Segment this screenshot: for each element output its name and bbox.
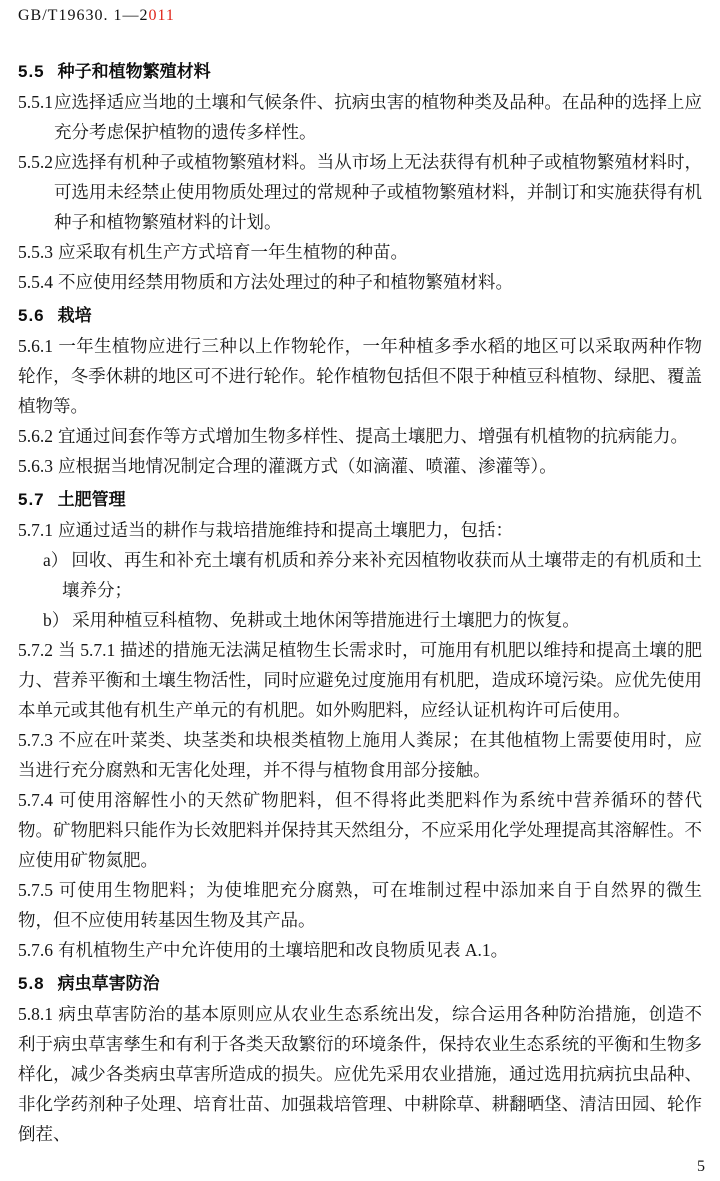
clause-5.5.3: [18, 237, 702, 267]
standard-code: [18, 7, 175, 24]
clause-5.5.1: [18, 87, 702, 147]
clause-text: 有机植物生产中允许使用的土壤培肥和改良物质见表 A.1。: [58, 940, 509, 960]
section-number: 5.5: [18, 62, 45, 81]
clause-number: 5.5.1: [18, 92, 53, 112]
clause-text: 不应使用经禁用物质和方法处理过的种子和植物繁殖材料。: [58, 272, 513, 292]
document-footer: [697, 1158, 705, 1176]
clause-number: 5.6.2: [18, 426, 53, 446]
clause-number: 5.5.4: [18, 272, 53, 292]
clause-number: 5.6.1: [18, 336, 53, 356]
clause-number: 5.7.6: [18, 940, 53, 960]
clause-5.7.6: [18, 935, 702, 965]
list-item-a: [18, 545, 702, 605]
list-item-text: 回收、再生和补充土壤有机质和养分来补充因植物收获而从土壤带走的有机质和土壤养分；: [62, 550, 702, 600]
clause-5.6.1: [18, 331, 702, 421]
clause-5.7.1: [18, 515, 702, 545]
clause-5.6.3: [18, 451, 702, 481]
clause-text: 应通过适当的耕作与栽培措施维持和提高土壤肥力，包括：: [58, 520, 513, 540]
clause-text: 应根据当地情况制定合理的灌溉方式（如滴灌、喷灌、渗灌等）。: [58, 456, 557, 476]
clause-5.7.4: [18, 785, 702, 875]
clause-text: 宜通过间套作等方式增加生物多样性、提高土壤肥力、增强有机植物的抗病能力。: [58, 426, 688, 446]
clause-text: 应选择适应当地的土壤和气候条件、抗病虫害的植物种类及品种。在品种的选择上应充分考虑保护植物的遗传多样性。: [54, 92, 702, 142]
clause-number: 5.7.5: [18, 880, 53, 900]
clause-text: 应采取有机生产方式培育一年生植物的种苗。: [58, 242, 408, 262]
section-number: 5.7: [18, 490, 45, 509]
clause-text: 可使用生物肥料；为使堆肥充分腐熟，可在堆制过程中添加来自于自然界的微生物，但不应使用转基因生物及其产品。: [18, 880, 702, 930]
section-heading-5.5: [18, 57, 702, 87]
document-header: [18, 7, 175, 25]
document-content: [18, 57, 702, 1149]
clause-number: 5.5.3: [18, 242, 53, 262]
standard-code-year: 011: [148, 7, 175, 24]
section-heading-5.8: [18, 969, 702, 999]
clause-number: 5.7.2: [18, 640, 53, 660]
list-item-marker: b）: [43, 610, 70, 630]
clause-number: 5.5.2: [18, 152, 53, 172]
section-heading-5.6: [18, 301, 702, 331]
page-number: 5: [697, 1158, 705, 1175]
section-number: 5.8: [18, 974, 45, 993]
list-item-b: [18, 605, 702, 635]
clause-number: 5.7.1: [18, 520, 53, 540]
clause-text: 病虫草害防治的基本原则应从农业生态系统出发，综合运用各种防治措施，创造不利于病虫草害孳生和有利于各类天敌繁衍的环境条件，保持农业生态系统的平衡和生物多样化，减少各类病虫草害所造成的损失。应优先采用农业措施，通过选用抗病抗虫品种、非化学药剂种子处理、培育壮苗、加强栽培管理、中耕除草、耕翻晒垡、清洁田园、轮作倒茬、: [18, 1004, 702, 1144]
section-number: 5.6: [18, 306, 45, 325]
section-title: 种子和植物繁殖材料: [57, 62, 211, 81]
clause-number: 5.7.3: [18, 730, 53, 750]
clause-text: 当 5.7.1 描述的措施无法满足植物生长需求时，可施用有机肥以维持和提高土壤的肥力、营养平衡和土壤生物活性，同时应避免过度施用有机肥，造成环境污染。应优先使用本单元或其他有机生产单元的有机肥。如外购肥料，应经认证机构许可后使用。: [18, 640, 702, 720]
clause-number: 5.7.4: [18, 790, 53, 810]
clause-5.7.3: [18, 725, 702, 785]
section-heading-5.7: [18, 485, 702, 515]
section-title: 病虫草害防治: [57, 974, 160, 993]
clause-5.8.1: [18, 999, 702, 1149]
clause-number: 5.6.3: [18, 456, 53, 476]
clause-5.6.2: [18, 421, 702, 451]
clause-text: 可使用溶解性小的天然矿物肥料，但不得将此类肥料作为系统中营养循环的替代物。矿物肥料只能作为长效肥料并保持其天然组分，不应采用化学处理提高其溶解性。不应使用矿物氮肥。: [18, 790, 702, 870]
clause-5.5.4: [18, 267, 702, 297]
clause-text: 应选择有机种子或植物繁殖材料。当从市场上无法获得有机种子或植物繁殖材料时，可选用未经禁止使用物质处理过的常规种子或植物繁殖材料，并制订和实施获得有机种子和植物繁殖材料的计划。: [54, 152, 702, 232]
clause-text: 不应在叶菜类、块茎类和块根类植物上施用人粪尿；在其他植物上需要使用时，应当进行充分腐熟和无害化处理，并不得与植物食用部分接触。: [18, 730, 702, 780]
clause-5.7.2: [18, 635, 702, 725]
section-title: 栽培: [57, 306, 92, 325]
section-title: 土肥管理: [57, 490, 126, 509]
standard-code-main: GB/T19630. 1—2: [18, 7, 149, 24]
clause-text: 一年生植物应进行三种以上作物轮作，一年种植多季水稻的地区可以采取两种作物轮作，冬季休耕的地区可不进行轮作。轮作植物包括但不限于种植豆科植物、绿肥、覆盖植物等。: [18, 336, 702, 416]
clause-5.5.2: [18, 147, 702, 237]
list-item-text: 采用种植豆科植物、免耕或土地休闲等措施进行土壤肥力的恢复。: [72, 610, 580, 630]
list-item-marker: a）: [43, 550, 69, 570]
clause-number: 5.8.1: [18, 1004, 53, 1024]
clause-5.7.5: [18, 875, 702, 935]
